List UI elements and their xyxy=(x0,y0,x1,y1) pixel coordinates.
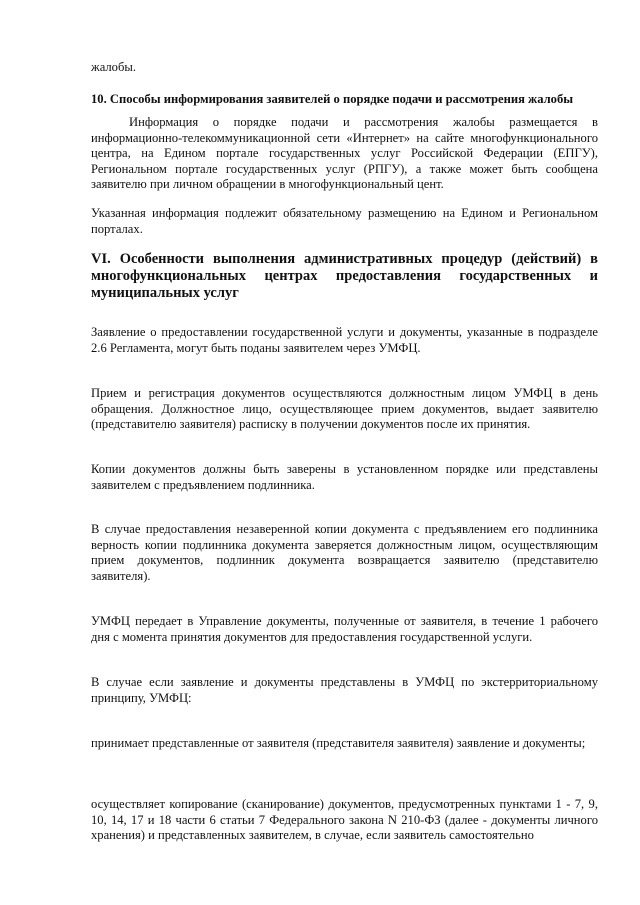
top-fragment: жалобы. xyxy=(91,60,137,74)
paragraph-8: осуществляет копирование (сканирование) документов, предусмотренных пунктами 1 - 7, 9, 10, 14, 17 и 18 части 6 статьи 7 Федерального закона N 210-ФЗ (далее - документы личного хранения) и представленных заявителем, в случае, если заявитель самостоятельно xyxy=(91,797,598,842)
section-10-heading: 10. Способы информирования заявителей о порядке подачи и рассмотрения жалобы xyxy=(91,92,574,106)
paragraph-6: В случае если заявление и документы представлены в УМФЦ по экстерриториальному принципу, УМФЦ: xyxy=(91,675,598,705)
paragraph-1: Заявление о предоставлении государственной услуги и документы, указанные в подразделе 2.6 Регламента, могут быть поданы заявителем через УМФЦ. xyxy=(91,325,598,355)
paragraph-7: принимает представленные от заявителя (представителя заявителя) заявление и документы; xyxy=(91,736,586,750)
paragraph-2: Прием и регистрация документов осуществляются должностным лицом УМФЦ в день обращения. Должностное лицо, осуществляющее прием документов, выдает заявителю (представителю заявителя) расписку в получении документов после их принятия. xyxy=(91,386,598,431)
paragraph-5: УМФЦ передает в Управление документы, полученные от заявителя, в течение 1 рабочего дня с момента принятия документов для предоставления государственной услуги. xyxy=(91,614,598,644)
section-6-heading: VI. Особенности выполнения административных процедур (действий) в многофункциональных центрах предоставления государственных и муниципальных услуг xyxy=(91,251,598,301)
paragraph-4: В случае предоставления незаверенной копии документа с предъявлением его подлинника верность копии подлинника документа заверяется должностным лицом, осуществляющим прием документов, подлинник документа возвращается заявителю (представителю заявителя). xyxy=(91,522,598,583)
paragraph-3: Копии документов должны быть заверены в установленном порядке или представлены заявителем с предъявлением подлинника. xyxy=(91,462,598,492)
section-10-paragraph-1: Информация о порядке подачи и рассмотрения жалобы размещается в информационно-телекоммуникационной сети «Интернет» на сайте многофункционального центра, на Едином портале государственных услуг Российской Федерации (ЕПГУ), Региональном портале государственных услуг (РПГУ), а также может быть сообщена заявителю при личном обращении в многофункциональный цент. xyxy=(91,115,598,191)
section-10-paragraph-2: Указанная информация подлежит обязательному размещению на Едином и Региональном порталах. xyxy=(91,206,598,236)
